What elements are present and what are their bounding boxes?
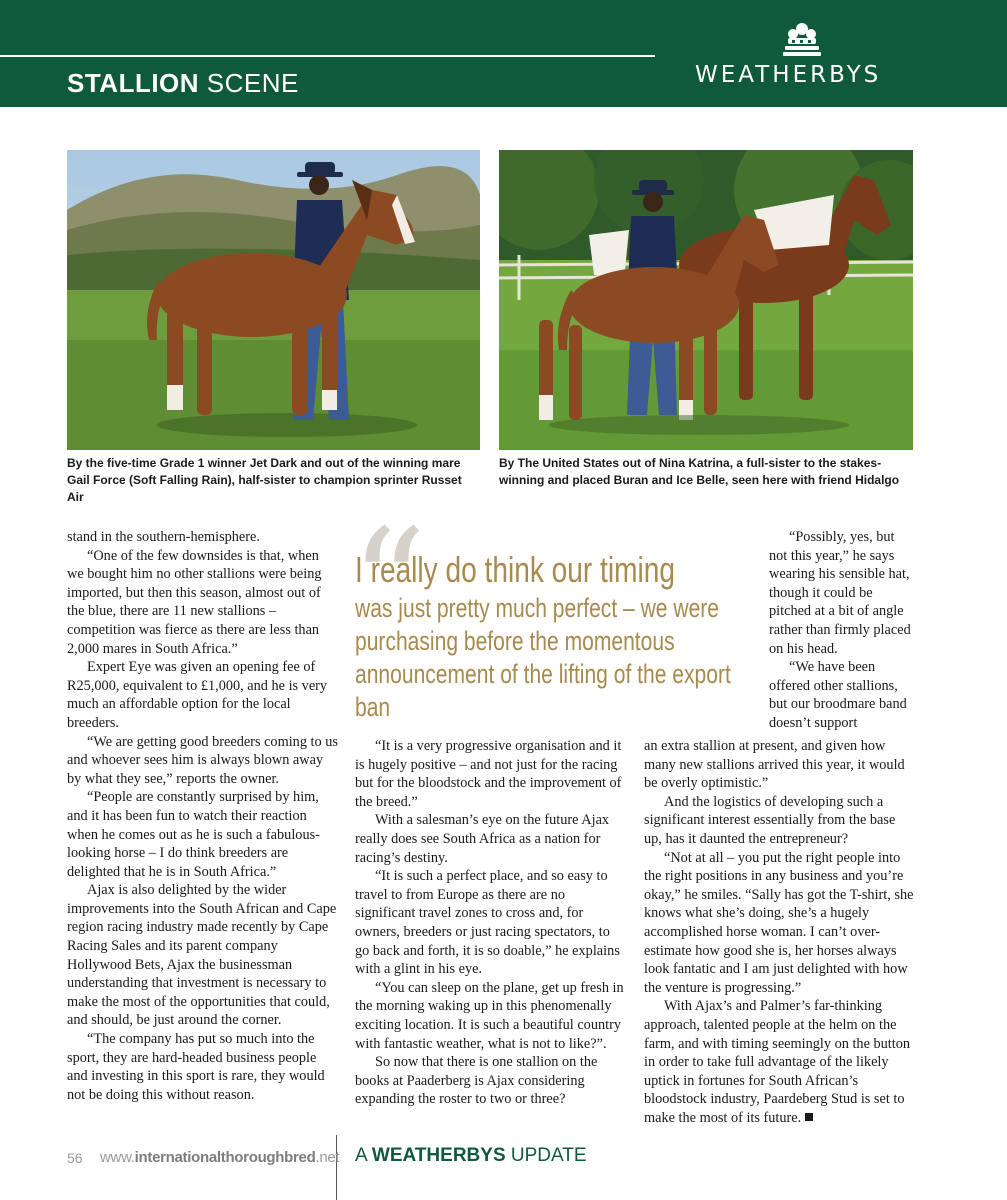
brand-logo: WEATHERBYS <box>695 62 882 88</box>
paragraph: “We are getting good breeders coming to us and whoever sees him is always blown away by what they see,” reports the owner. <box>67 733 338 787</box>
paragraph: an extra stallion at present, and given how many new stallions arrived this year, it would be overly optimistic.” <box>644 738 905 792</box>
photo-filly-united-states <box>499 150 913 450</box>
section-title: STALLION SCENE <box>67 68 299 98</box>
paragraph: And the logistics of developing such a significant interest essentially from the base up, has it daunted the entrepreneur? <box>644 793 896 847</box>
quote-mark-icon: “ <box>350 498 427 672</box>
pull-quote-lead: I really do think our timing <box>355 549 675 590</box>
paragraph: Ajax is also delighted by the wider improvements into the South African and Cape region racing industry made recently by Cape Racing Sales and its parent company Hollywood Bets, Ajax the businessman understanding that investment is necessary to make the most of the opportunities that could, and should, be just around the corner. <box>67 882 337 1029</box>
paragraph: stand in the southern-hemisphere. <box>67 529 260 545</box>
footer-website-link[interactable]: www.internationalthoroughbred.net <box>100 1149 340 1166</box>
paragraph: “Not at all – you put the right people into the right positions in any business and you’re okay,” he smiles. “Sally has got the T-shirt, she knows what she’s doing, she’s a hugely accomplished horse woman. I can’t over-estimate how good she is, her horses always look fantatic and I am just delighted with how the venture is progressing.” <box>644 849 914 996</box>
paragraph: With a salesman’s eye on the future Ajax really does see South Africa as a nation for racing’s destiny. <box>355 812 610 866</box>
paragraph: “It is such a perfect place, and so easy to travel to from Europe as there are no significant travel zones to cross and, for owners, breeders or just racing spectators, to go back and forth, it is so doable,” he explains with a glint in his eye. <box>355 868 620 978</box>
article-column-3 <box>644 737 914 1127</box>
article-column-3-top <box>769 528 914 733</box>
paragraph: “It is a very progressive organisation and it is hugely positive – and not just for the racing but for the bloodstock and the improvement of the breed.” <box>355 738 622 810</box>
photo-left-caption: By the five-time Grade 1 winner Jet Dark and out of the winning mare Gail Force (Soft Falling Rain), half-sister to champion sprinter Russet Air <box>67 456 462 504</box>
paragraph: “People are constantly surprised by him, and it has been fun to watch their reaction when he comes out as he is such a fabulous-looking horse – I do think breeders are delighted that he is in South Africa.” <box>67 789 320 880</box>
paragraph: “You can sleep on the plane, get up fresh in the morning waking up in this phenomenally exciting location. It is such a beautiful country with fantastic weather, what is not to like?”. <box>355 979 624 1052</box>
paragraph: “We have been offered other stallions, but our broodmare band doesn’t support <box>769 659 907 731</box>
paragraph: “Possibly, yes, but not this year,” he says wearing his sensible hat, though it could be pitched at a bit of angle rather than firmly placed on his head. <box>769 529 911 657</box>
photo-left-illustration <box>67 150 480 450</box>
footer-divider <box>336 1135 337 1200</box>
photo-right-caption: By The United States out of Nina Katrina, a full-sister to the stakes-winning and placed Buran and Ice Belle, seen here with friend Hidalgo <box>499 456 900 487</box>
footer-weatherbys-update: A WEATHERBYS UPDATE <box>355 1145 587 1166</box>
paragraph-text: With Ajax’s and Palmer’s far-thinking approach, talented people at the helm on the farm, and with timing seemingly on the button in order to take full advantage of the likely uptick in fortunes for South African’s bloodstock industry, Paardeberg Stud is set to make the most of its future. <box>644 998 911 1126</box>
photo-filly-jet-dark <box>67 150 480 450</box>
paragraph <box>644 997 914 1127</box>
pull-quote <box>355 548 731 724</box>
paragraph: “The company has put so much into the sport, they are hard-headed business people and investing in this sport is rare, they would not be doing this without reason. <box>67 1031 325 1103</box>
article-column-2 <box>355 737 627 1109</box>
header-band <box>0 0 1007 107</box>
header-rule <box>0 55 655 57</box>
article-column-1 <box>67 528 339 1104</box>
paragraph: Expert Eye was given an opening fee of R25,000, equivalent to £1,000, and he is very much an affordable option for the local breeders. <box>67 659 328 731</box>
paragraph: “One of the few downsides is that, when we bought him no other stallions were being imported, but then this season, almost out of the blue, there are 11 new stallions – competition was fierce as there are less than 2,000 mares in South Africa.” <box>67 547 322 657</box>
photo-right-illustration <box>499 150 913 450</box>
end-of-article-icon <box>805 1113 813 1121</box>
pull-quote-body: was just pretty much perfect – we were purchasing before the momentous announcement of the lifting of the export ban <box>355 593 731 722</box>
paragraph: So now that there is one stallion on the books at Paaderberg is Ajax considering expanding the roster to two or three? <box>355 1054 598 1108</box>
weatherbys-crest-icon <box>780 20 824 60</box>
page-number: 56 <box>67 1150 83 1166</box>
